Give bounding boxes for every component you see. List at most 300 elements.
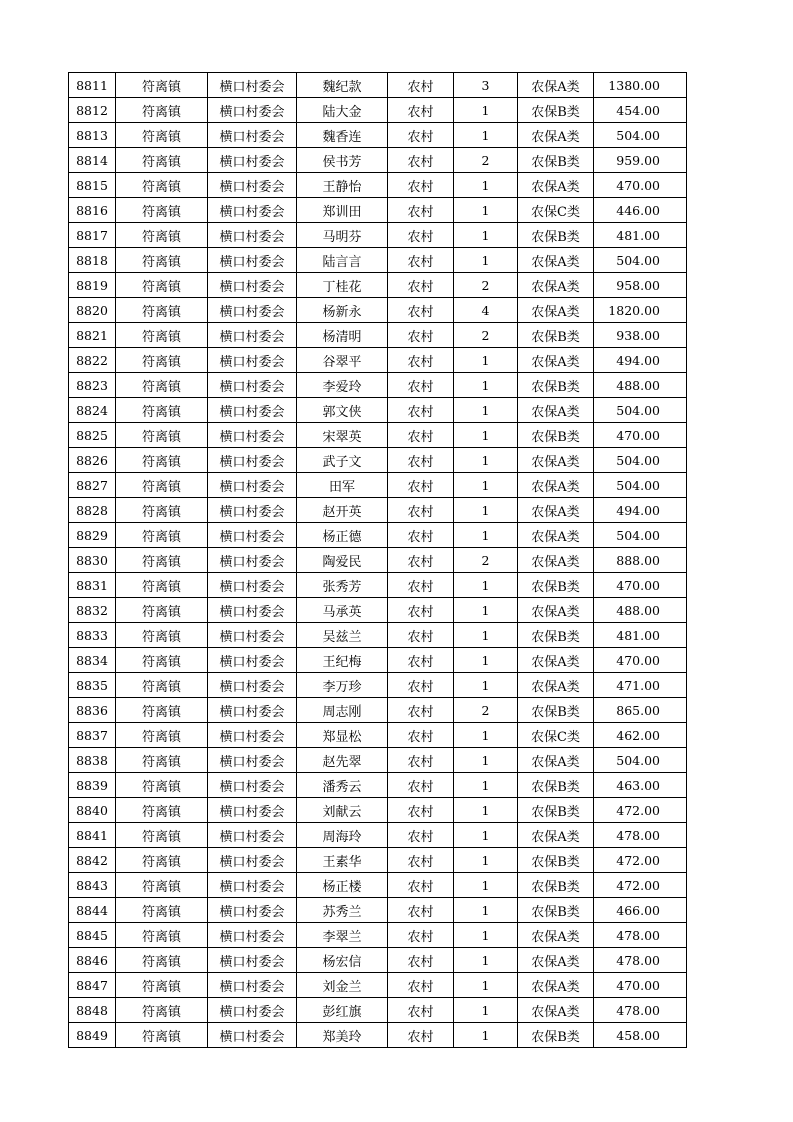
household-type-cell: 农村 [388,923,454,948]
insurance-category-cell: 农保A类 [518,523,594,548]
insurance-category-cell: 农保A类 [518,498,594,523]
table-row [69,998,687,1023]
insurance-category-cell: 农保A类 [518,298,594,323]
amount-cell: 481.00 [594,223,687,248]
person-name-cell: 李万珍 [297,673,388,698]
town-cell: 符离镇 [116,798,208,823]
insurance-category-cell: 农保A类 [518,398,594,423]
table-row [69,348,687,373]
amount-cell: 472.00 [594,848,687,873]
member-count-cell: 1 [454,998,518,1023]
insurance-category-cell: 农保A类 [518,548,594,573]
insurance-category-cell: 农保A类 [518,73,594,98]
town-cell: 符离镇 [116,973,208,998]
village-committee-cell: 横口村委会 [208,973,297,998]
table-row [69,623,687,648]
household-type-cell: 农村 [388,948,454,973]
table-row [69,848,687,873]
table-row [69,873,687,898]
amount-cell: 504.00 [594,473,687,498]
town-cell: 符离镇 [116,248,208,273]
town-cell: 符离镇 [116,173,208,198]
amount-cell: 1820.00 [594,298,687,323]
village-committee-cell: 横口村委会 [208,323,297,348]
town-cell: 符离镇 [116,273,208,298]
row-number-cell: 8816 [69,198,116,223]
member-count-cell: 1 [454,348,518,373]
insurance-category-cell: 农保B类 [518,698,594,723]
table-row [69,823,687,848]
town-cell: 符离镇 [116,523,208,548]
town-cell: 符离镇 [116,698,208,723]
member-count-cell: 2 [454,273,518,298]
amount-cell: 478.00 [594,998,687,1023]
member-count-cell: 1 [454,798,518,823]
village-committee-cell: 横口村委会 [208,748,297,773]
person-name-cell: 周志刚 [297,698,388,723]
table-row [69,698,687,723]
table-row [69,298,687,323]
village-committee-cell: 横口村委会 [208,198,297,223]
household-type-cell: 农村 [388,448,454,473]
table-row [69,373,687,398]
village-committee-cell: 横口村委会 [208,448,297,473]
member-count-cell: 1 [454,823,518,848]
amount-cell: 488.00 [594,373,687,398]
insurance-category-cell: 农保B类 [518,573,594,598]
household-type-cell: 农村 [388,898,454,923]
amount-cell: 958.00 [594,273,687,298]
amount-cell: 504.00 [594,398,687,423]
member-count-cell: 1 [454,873,518,898]
row-number-cell: 8828 [69,498,116,523]
member-count-cell: 1 [454,473,518,498]
village-committee-cell: 横口村委会 [208,473,297,498]
town-cell: 符离镇 [116,673,208,698]
insurance-category-cell: 农保B类 [518,898,594,923]
village-committee-cell: 横口村委会 [208,223,297,248]
household-type-cell: 农村 [388,873,454,898]
person-name-cell: 魏纪款 [297,73,388,98]
person-name-cell: 郭文侠 [297,398,388,423]
person-name-cell: 彭红旗 [297,998,388,1023]
town-cell: 符离镇 [116,648,208,673]
town-cell: 符离镇 [116,298,208,323]
amount-cell: 470.00 [594,423,687,448]
insurance-category-cell: 农保A类 [518,473,594,498]
person-name-cell: 潘秀云 [297,773,388,798]
row-number-cell: 8825 [69,423,116,448]
member-count-cell: 1 [454,898,518,923]
amount-cell: 888.00 [594,548,687,573]
table-row [69,898,687,923]
member-count-cell: 1 [454,173,518,198]
member-count-cell: 1 [454,673,518,698]
household-type-cell: 农村 [388,523,454,548]
row-number-cell: 8839 [69,773,116,798]
town-cell: 符离镇 [116,323,208,348]
row-number-cell: 8814 [69,148,116,173]
household-type-cell: 农村 [388,423,454,448]
amount-cell: 478.00 [594,948,687,973]
household-type-cell: 农村 [388,498,454,523]
member-count-cell: 1 [454,773,518,798]
table-row [69,748,687,773]
household-type-cell: 农村 [388,273,454,298]
row-number-cell: 8831 [69,573,116,598]
member-count-cell: 1 [454,223,518,248]
insurance-category-cell: 农保B类 [518,798,594,823]
town-cell: 符离镇 [116,873,208,898]
table-row [69,173,687,198]
amount-cell: 938.00 [594,323,687,348]
insurance-category-cell: 农保A类 [518,173,594,198]
amount-cell: 504.00 [594,123,687,148]
table-body [69,73,687,1048]
member-count-cell: 1 [454,498,518,523]
insurance-category-cell: 农保A类 [518,748,594,773]
row-number-cell: 8827 [69,473,116,498]
table-row [69,223,687,248]
household-type-cell: 农村 [388,148,454,173]
table-row [69,773,687,798]
person-name-cell: 杨正德 [297,523,388,548]
amount-cell: 481.00 [594,623,687,648]
insurance-category-cell: 农保C类 [518,723,594,748]
person-name-cell: 杨宏信 [297,948,388,973]
row-number-cell: 8835 [69,673,116,698]
town-cell: 符离镇 [116,498,208,523]
member-count-cell: 1 [454,623,518,648]
household-type-cell: 农村 [388,573,454,598]
household-type-cell: 农村 [388,98,454,123]
table-row [69,423,687,448]
insurance-category-cell: 农保A类 [518,673,594,698]
person-name-cell: 魏香连 [297,123,388,148]
insurance-category-cell: 农保B类 [518,423,594,448]
village-committee-cell: 横口村委会 [208,798,297,823]
village-committee-cell: 横口村委会 [208,848,297,873]
member-count-cell: 1 [454,973,518,998]
village-committee-cell: 横口村委会 [208,1023,297,1048]
insurance-category-cell: 农保A类 [518,648,594,673]
row-number-cell: 8820 [69,298,116,323]
village-committee-cell: 横口村委会 [208,598,297,623]
town-cell: 符离镇 [116,148,208,173]
person-name-cell: 宋翠英 [297,423,388,448]
person-name-cell: 刘献云 [297,798,388,823]
town-cell: 符离镇 [116,998,208,1023]
household-type-cell: 农村 [388,123,454,148]
row-number-cell: 8823 [69,373,116,398]
amount-cell: 470.00 [594,648,687,673]
member-count-cell: 1 [454,648,518,673]
insurance-category-cell: 农保A类 [518,273,594,298]
household-type-cell: 农村 [388,323,454,348]
person-name-cell: 陶爱民 [297,548,388,573]
household-type-cell: 农村 [388,748,454,773]
table-row [69,648,687,673]
amount-cell: 472.00 [594,873,687,898]
person-name-cell: 陆大金 [297,98,388,123]
table-row [69,548,687,573]
row-number-cell: 8834 [69,648,116,673]
person-name-cell: 张秀芳 [297,573,388,598]
table-row [69,73,687,98]
row-number-cell: 8817 [69,223,116,248]
row-number-cell: 8843 [69,873,116,898]
row-number-cell: 8811 [69,73,116,98]
person-name-cell: 李翠兰 [297,923,388,948]
person-name-cell: 杨清明 [297,323,388,348]
member-count-cell: 1 [454,848,518,873]
village-committee-cell: 横口村委会 [208,948,297,973]
household-type-cell: 农村 [388,998,454,1023]
amount-cell: 470.00 [594,573,687,598]
person-name-cell: 苏秀兰 [297,898,388,923]
member-count-cell: 1 [454,198,518,223]
row-number-cell: 8847 [69,973,116,998]
table-row [69,973,687,998]
table-row [69,98,687,123]
household-type-cell: 农村 [388,648,454,673]
person-name-cell: 周海玲 [297,823,388,848]
village-committee-cell: 横口村委会 [208,423,297,448]
village-committee-cell: 横口村委会 [208,523,297,548]
amount-cell: 466.00 [594,898,687,923]
table-row [69,923,687,948]
village-committee-cell: 横口村委会 [208,273,297,298]
row-number-cell: 8846 [69,948,116,973]
amount-cell: 504.00 [594,448,687,473]
village-committee-cell: 横口村委会 [208,873,297,898]
member-count-cell: 1 [454,748,518,773]
amount-cell: 446.00 [594,198,687,223]
amount-cell: 470.00 [594,173,687,198]
village-committee-cell: 横口村委会 [208,648,297,673]
amount-cell: 494.00 [594,498,687,523]
row-number-cell: 8845 [69,923,116,948]
row-number-cell: 8818 [69,248,116,273]
household-type-cell: 农村 [388,348,454,373]
household-type-cell: 农村 [388,973,454,998]
table-row [69,123,687,148]
person-name-cell: 马明芬 [297,223,388,248]
table-row [69,723,687,748]
town-cell: 符离镇 [116,923,208,948]
row-number-cell: 8848 [69,998,116,1023]
member-count-cell: 1 [454,1023,518,1048]
row-number-cell: 8844 [69,898,116,923]
insurance-category-cell: 农保A类 [518,448,594,473]
town-cell: 符离镇 [116,548,208,573]
household-type-cell: 农村 [388,598,454,623]
table-row [69,948,687,973]
village-committee-cell: 横口村委会 [208,898,297,923]
row-number-cell: 8819 [69,273,116,298]
household-type-cell: 农村 [388,298,454,323]
person-name-cell: 丁桂花 [297,273,388,298]
village-committee-cell: 横口村委会 [208,248,297,273]
household-type-cell: 农村 [388,1023,454,1048]
member-count-cell: 1 [454,923,518,948]
insurance-category-cell: 农保B类 [518,373,594,398]
amount-cell: 865.00 [594,698,687,723]
row-number-cell: 8832 [69,598,116,623]
village-committee-cell: 横口村委会 [208,98,297,123]
insurance-category-cell: 农保A类 [518,948,594,973]
member-count-cell: 2 [454,323,518,348]
row-number-cell: 8836 [69,698,116,723]
row-number-cell: 8824 [69,398,116,423]
town-cell: 符离镇 [116,898,208,923]
amount-cell: 959.00 [594,148,687,173]
row-number-cell: 8829 [69,523,116,548]
person-name-cell: 赵开英 [297,498,388,523]
insurance-category-cell: 农保B类 [518,773,594,798]
person-name-cell: 田军 [297,473,388,498]
table-row [69,598,687,623]
person-name-cell: 郑显松 [297,723,388,748]
member-count-cell: 1 [454,423,518,448]
person-name-cell: 武子文 [297,448,388,473]
person-name-cell: 王静怡 [297,173,388,198]
village-committee-cell: 横口村委会 [208,823,297,848]
table-row [69,398,687,423]
row-number-cell: 8815 [69,173,116,198]
person-name-cell: 吴兹兰 [297,623,388,648]
village-committee-cell: 横口村委会 [208,723,297,748]
village-committee-cell: 横口村委会 [208,998,297,1023]
table-row [69,573,687,598]
town-cell: 符离镇 [116,448,208,473]
person-name-cell: 杨新永 [297,298,388,323]
amount-cell: 471.00 [594,673,687,698]
village-committee-cell: 横口村委会 [208,398,297,423]
table-row [69,523,687,548]
village-committee-cell: 横口村委会 [208,623,297,648]
town-cell: 符离镇 [116,373,208,398]
village-committee-cell: 横口村委会 [208,673,297,698]
amount-cell: 504.00 [594,748,687,773]
row-number-cell: 8842 [69,848,116,873]
town-cell: 符离镇 [116,623,208,648]
insurance-category-cell: 农保B类 [518,623,594,648]
town-cell: 符离镇 [116,398,208,423]
insurance-category-cell: 农保B类 [518,223,594,248]
row-number-cell: 8841 [69,823,116,848]
village-committee-cell: 横口村委会 [208,548,297,573]
row-number-cell: 8833 [69,623,116,648]
table-row [69,798,687,823]
household-type-cell: 农村 [388,248,454,273]
town-cell: 符离镇 [116,198,208,223]
insurance-category-cell: 农保A类 [518,123,594,148]
table-row [69,448,687,473]
household-type-cell: 农村 [388,623,454,648]
town-cell: 符离镇 [116,948,208,973]
village-committee-cell: 横口村委会 [208,698,297,723]
table-row [69,248,687,273]
household-type-cell: 农村 [388,673,454,698]
town-cell: 符离镇 [116,473,208,498]
person-name-cell: 王素华 [297,848,388,873]
town-cell: 符离镇 [116,348,208,373]
town-cell: 符离镇 [116,223,208,248]
person-name-cell: 杨正楼 [297,873,388,898]
insurance-category-cell: 农保B类 [518,148,594,173]
village-committee-cell: 横口村委会 [208,123,297,148]
row-number-cell: 8830 [69,548,116,573]
member-count-cell: 1 [454,723,518,748]
household-type-cell: 农村 [388,848,454,873]
table-row [69,1023,687,1048]
household-type-cell: 农村 [388,73,454,98]
row-number-cell: 8837 [69,723,116,748]
member-count-cell: 1 [454,248,518,273]
row-number-cell: 8840 [69,798,116,823]
village-committee-cell: 横口村委会 [208,498,297,523]
amount-cell: 472.00 [594,798,687,823]
person-name-cell: 刘金兰 [297,973,388,998]
town-cell: 符离镇 [116,723,208,748]
member-count-cell: 4 [454,298,518,323]
insurance-category-cell: 农保B类 [518,98,594,123]
member-count-cell: 1 [454,123,518,148]
town-cell: 符离镇 [116,748,208,773]
household-type-cell: 农村 [388,698,454,723]
member-count-cell: 1 [454,948,518,973]
household-type-cell: 农村 [388,473,454,498]
member-count-cell: 1 [454,373,518,398]
amount-cell: 1380.00 [594,73,687,98]
row-number-cell: 8822 [69,348,116,373]
household-type-cell: 农村 [388,198,454,223]
town-cell: 符离镇 [116,773,208,798]
row-number-cell: 8838 [69,748,116,773]
town-cell: 符离镇 [116,73,208,98]
amount-cell: 478.00 [594,823,687,848]
village-committee-cell: 横口村委会 [208,148,297,173]
insurance-category-cell: 农保A类 [518,923,594,948]
member-count-cell: 1 [454,598,518,623]
insurance-category-cell: 农保A类 [518,973,594,998]
insurance-category-cell: 农保B类 [518,848,594,873]
town-cell: 符离镇 [116,848,208,873]
household-type-cell: 农村 [388,723,454,748]
insurance-category-cell: 农保A类 [518,998,594,1023]
table-row [69,323,687,348]
table-row [69,498,687,523]
household-type-cell: 农村 [388,173,454,198]
insurance-category-cell: 农保B类 [518,873,594,898]
row-number-cell: 8812 [69,98,116,123]
insurance-category-cell: 农保C类 [518,198,594,223]
table-row [69,273,687,298]
insurance-category-cell: 农保A类 [518,348,594,373]
person-name-cell: 马承英 [297,598,388,623]
table-row [69,473,687,498]
member-count-cell: 1 [454,573,518,598]
member-count-cell: 3 [454,73,518,98]
household-type-cell: 农村 [388,223,454,248]
table-row [69,198,687,223]
town-cell: 符离镇 [116,823,208,848]
amount-cell: 504.00 [594,248,687,273]
row-number-cell: 8849 [69,1023,116,1048]
town-cell: 符离镇 [116,573,208,598]
household-type-cell: 农村 [388,823,454,848]
